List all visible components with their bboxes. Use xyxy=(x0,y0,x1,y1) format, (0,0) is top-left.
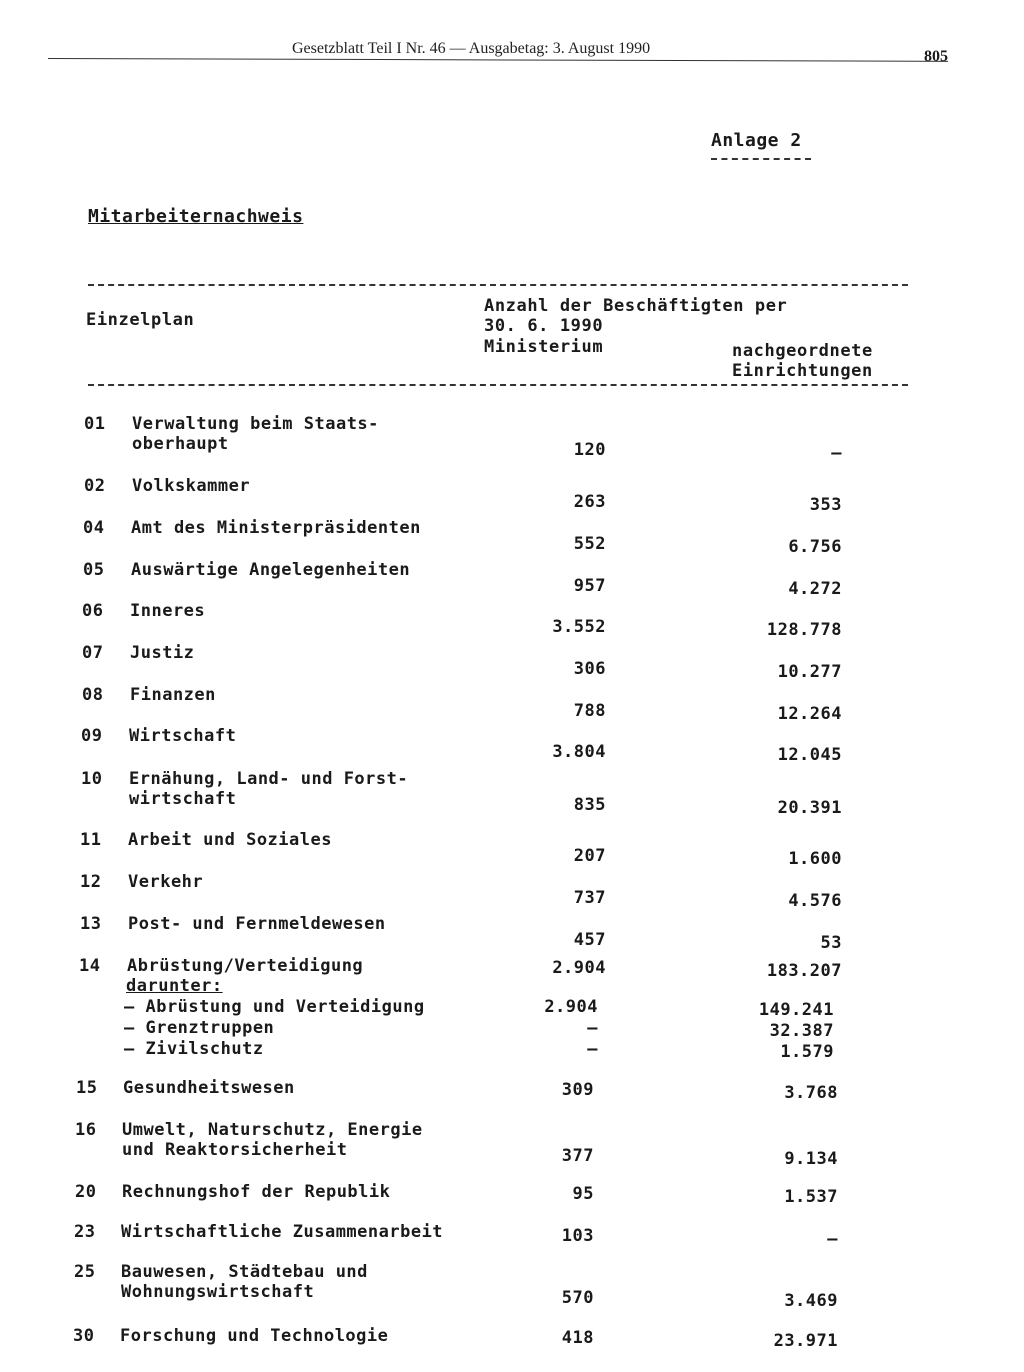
row-label: Wirtschaft xyxy=(129,726,237,746)
nachgeordnete-value: 12.264 xyxy=(777,704,842,724)
row-label-continued: oberhaupt xyxy=(132,434,229,454)
ministerium-value: 263 xyxy=(573,492,606,512)
header-anzahl: Anzahl der Beschäftigten per xyxy=(484,296,788,316)
ministerium-value: 120 xyxy=(573,440,606,460)
header-rule xyxy=(48,58,948,62)
nachgeordnete-value: 10.277 xyxy=(777,662,842,682)
row-code: 25 xyxy=(74,1262,96,1282)
row-code: 09 xyxy=(81,726,103,746)
nachgeordnete-value: 12.045 xyxy=(777,745,842,765)
ministerium-value: 3.804 xyxy=(552,742,606,762)
nachgeordnete-value: 4.272 xyxy=(788,579,842,599)
nachgeordnete-value: 3.469 xyxy=(784,1291,838,1311)
row-label: Amt des Ministerpräsidenten xyxy=(131,518,421,538)
row-label: Bauwesen, Städtebau und xyxy=(121,1262,368,1282)
row-code: 04 xyxy=(83,518,105,538)
row-code: 12 xyxy=(80,872,102,892)
ministerium-value: 788 xyxy=(573,701,606,721)
row-code: 20 xyxy=(75,1182,97,1202)
ministerium-value: 3.552 xyxy=(552,617,606,637)
row-code: 01 xyxy=(84,414,106,434)
ministerium-value: 418 xyxy=(561,1328,594,1348)
nachgeordnete-value: 9.134 xyxy=(784,1149,838,1169)
header-einrichtungen: Einrichtungen xyxy=(732,361,873,381)
ministerium-value: 552 xyxy=(573,534,606,554)
sub-ministerium-value: 2.904 xyxy=(544,997,598,1017)
nachgeordnete-value: 1.600 xyxy=(788,849,842,869)
row-code: 02 xyxy=(84,476,106,496)
row-code: 15 xyxy=(76,1078,98,1098)
row-label: Verwaltung beim Staats- xyxy=(132,414,379,434)
sub-row-label: – Abrüstung und Verteidigung xyxy=(124,997,425,1017)
row-code: 06 xyxy=(82,601,104,621)
header-einzelplan: Einzelplan xyxy=(86,310,195,330)
row-label-continued: und Reaktorsicherheit xyxy=(122,1140,348,1160)
sub-ministerium-value: – xyxy=(587,1039,598,1059)
gazette-title: Gesetzblatt Teil I Nr. 46 — Ausgabetag: 3. August 1990 xyxy=(292,40,651,57)
row-label: Wirtschaftliche Zusammenarbeit xyxy=(121,1222,444,1242)
row-code: 14 xyxy=(79,956,101,976)
row-label: Forschung und Technologie xyxy=(120,1326,389,1346)
nachgeordnete-value: – xyxy=(831,443,842,463)
row-label: Volkskammer xyxy=(132,476,251,496)
sub-nachgeordnete-value: 32.387 xyxy=(769,1021,834,1041)
header-ministerium: Ministerium xyxy=(484,337,604,357)
row-label: Abrüstung/Verteidigung xyxy=(127,956,364,976)
nachgeordnete-value: 23.971 xyxy=(773,1331,838,1351)
row-label-continued: wirtschaft xyxy=(129,789,237,809)
nachgeordnete-value: 128.778 xyxy=(766,620,842,640)
table-top-rule xyxy=(88,284,908,286)
ministerium-value: 457 xyxy=(573,930,606,950)
sub-row-label: – Zivilschutz xyxy=(124,1039,264,1059)
row-label: Inneres xyxy=(130,601,206,621)
row-label: Auswärtige Angelegenheiten xyxy=(131,560,411,580)
row-code: 13 xyxy=(80,914,102,934)
ministerium-value: 309 xyxy=(561,1080,594,1100)
ministerium-value: 835 xyxy=(573,795,606,815)
row-code: 10 xyxy=(81,769,103,789)
ministerium-value: 957 xyxy=(573,576,606,596)
nachgeordnete-value: 4.576 xyxy=(788,891,842,911)
table-header-rule xyxy=(88,384,908,386)
nachgeordnete-value: 3.768 xyxy=(784,1083,838,1103)
sub-ministerium-value: – xyxy=(587,1018,598,1038)
ministerium-value: 103 xyxy=(561,1226,594,1246)
row-code: 11 xyxy=(80,830,102,850)
nachgeordnete-value: 1.537 xyxy=(784,1187,838,1207)
row-code: 16 xyxy=(75,1120,97,1140)
row-label: Umwelt, Naturschutz, Energie xyxy=(122,1120,423,1140)
row-label: Arbeit und Soziales xyxy=(128,830,332,850)
row-label: Verkehr xyxy=(128,872,204,892)
row-label: Ernähung, Land- und Forst- xyxy=(129,769,409,789)
header-date: 30. 6. 1990 xyxy=(484,316,604,336)
ministerium-value: 306 xyxy=(573,659,606,679)
sub-nachgeordnete-value: 1.579 xyxy=(780,1042,834,1062)
row-code: 07 xyxy=(82,643,104,663)
document-title: Mitarbeiternachweis xyxy=(88,206,304,227)
ministerium-value: 570 xyxy=(561,1288,594,1308)
nachgeordnete-value: – xyxy=(827,1229,838,1249)
row-label: Gesundheitswesen xyxy=(123,1078,295,1098)
ministerium-value: 207 xyxy=(573,846,606,866)
row-label: Justiz xyxy=(130,643,195,663)
row-code: 23 xyxy=(74,1222,96,1242)
ministerium-value: 377 xyxy=(561,1146,594,1166)
page-number: 805 xyxy=(924,48,948,65)
ministerium-value: 95 xyxy=(572,1184,594,1204)
nachgeordnete-value: 353 xyxy=(809,495,842,515)
ministerium-value: 737 xyxy=(573,888,606,908)
page-header xyxy=(0,0,1024,72)
ministerium-value: 2.904 xyxy=(552,958,606,978)
row-code: 08 xyxy=(82,685,104,705)
nachgeordnete-value: 183.207 xyxy=(766,961,842,981)
row-code: 05 xyxy=(83,560,105,580)
row-label: Finanzen xyxy=(130,685,216,705)
row-label: Rechnungshof der Republik xyxy=(122,1182,391,1202)
row-code: 30 xyxy=(73,1326,95,1346)
row-label: Post- und Fernmeldewesen xyxy=(128,914,386,934)
nachgeordnete-value: 20.391 xyxy=(777,798,842,818)
sub-nachgeordnete-value: 149.241 xyxy=(758,1000,834,1020)
darunter-label: darunter: xyxy=(126,976,223,996)
nachgeordnete-value: 53 xyxy=(820,933,842,953)
anlage-underline xyxy=(711,158,811,160)
sub-row-label: – Grenztruppen xyxy=(124,1018,275,1038)
row-label-continued: Wohnungswirtschaft xyxy=(121,1282,315,1302)
header-nachgeordnete: nachgeordnete xyxy=(732,341,873,361)
anlage-label: Anlage 2 xyxy=(711,130,802,151)
nachgeordnete-value: 6.756 xyxy=(788,537,842,557)
